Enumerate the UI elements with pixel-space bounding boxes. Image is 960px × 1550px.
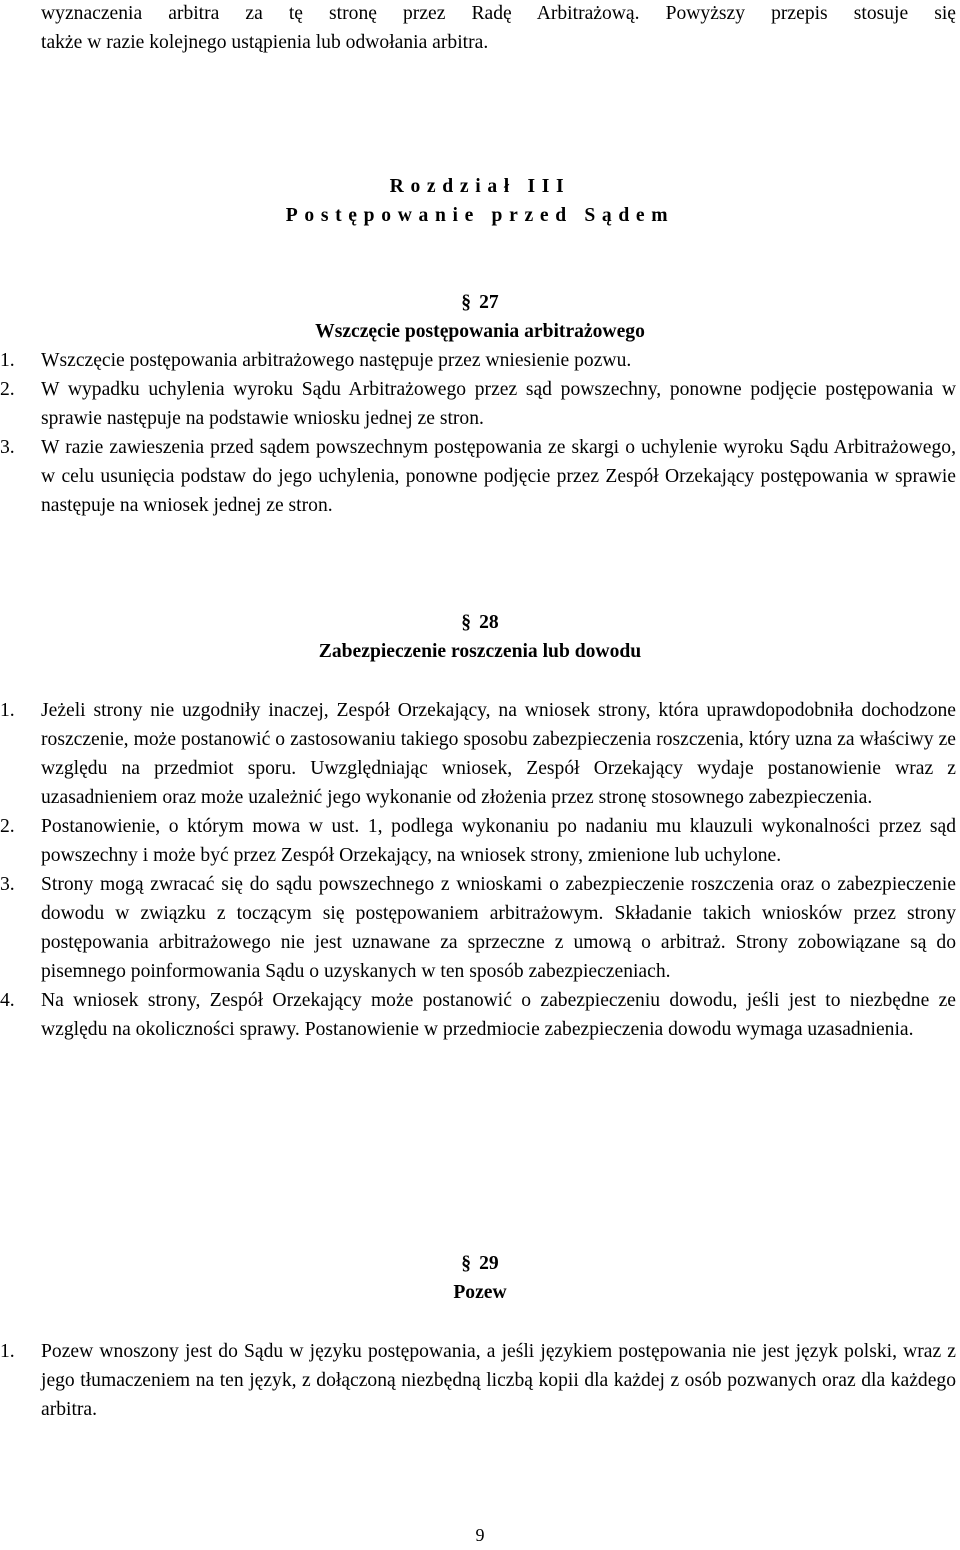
page-number: 9 (475, 1525, 485, 1545)
item-text: W wypadku uchylenia wyroku Sądu Arbitrażowego przez sąd powszechny, ponowne podjęcie postępowania w sprawie następuje na podstawie wniosku jednej ze stron. (41, 379, 956, 429)
list-item (0, 696, 960, 812)
item-text: Pozew wnoszony jest do Sądu w języku postępowania, a jeśli językiem postępowania nie jest język polski, wraz z jego tłumaczeniem na ten język, z dołączoną niezbędną liczbą kopii dla każdej z osób pozwanych oraz dla każdego arbitra. (41, 1341, 956, 1420)
section-number-value: 28 (479, 612, 499, 633)
section-title: Wszczęcie postępowania arbitrażowego (315, 321, 645, 342)
item-text: Postanowienie, o którym mowa w ust. 1, podlega wykonaniu po nadaniu mu klauzuli wykonalności przez sąd powszechny i może być przez Zespół Orzekający, na wniosek strony, zmienione lub uchylone. (41, 816, 956, 866)
item-number: 3. (0, 874, 15, 895)
item-number: 1. (0, 1341, 15, 1362)
list-item (0, 986, 960, 1044)
section-number-value: 27 (479, 292, 499, 313)
section-number (0, 288, 960, 317)
section-symbol: § (461, 1253, 472, 1274)
list-item (0, 812, 960, 870)
list-item (0, 433, 960, 520)
intro-line: wyznaczenia arbitra za tę stronę przez Radę Arbitrażową. Powyższy przepis stosuje się (41, 3, 956, 24)
intro-line: także w razie kolejnego ustąpienia lub odwołania arbitra. (41, 32, 489, 53)
list-item (0, 346, 960, 375)
section-27-list (0, 346, 960, 520)
intro-paragraph (41, 0, 956, 57)
section-number (0, 1249, 960, 1278)
item-number: 1. (0, 350, 15, 371)
item-number: 2. (0, 379, 15, 400)
item-text: Strony mogą zwracać się do sądu powszechnego z wnioskami o zabezpieczenie roszczenia oraz o zabezpieczenie dowodu w związku z toczącym się postępowaniem arbitrażowym. Składanie takich wniosków przez strony postępowania arbitrażowego nie jest uznawane za sprzeczne z umową o arbitraż. Strony zobowiązane są do pisemnego poinformowania Sądu o uzyskanych w ten sposób zabezpieczeniach. (41, 874, 956, 982)
section-number-value: 29 (479, 1253, 499, 1274)
item-text: Jeżeli strony nie uzgodniły inaczej, Zespół Orzekający, na wniosek strony, która uprawdopodobniła dochodzone roszczenie, może postanowić o zastosowaniu takiego sposobu zabezpieczenia roszczenia, który uzna za właściwy ze względu na przedmiot sporu. Uwzględniając wniosek, Zespół Orzekający wydaje postanowienie wraz z uzasadnieniem oraz może uzależnić jego wykonanie od złożenia przez stronę stosownego zabezpieczenia. (41, 700, 956, 808)
item-number: 4. (0, 990, 15, 1011)
list-item (0, 870, 960, 986)
item-number: 2. (0, 816, 15, 837)
item-text: W razie zawieszenia przed sądem powszechnym postępowania ze skargi o uchylenie wyroku Sądu Arbitrażowego, w celu usunięcia podstaw do jego uchylenia, ponowne podjęcie przez Zespół Orzekający postępowania w sprawie następuje na wniosek jednej ze stron. (41, 437, 956, 516)
list-item (0, 1337, 960, 1424)
chapter-subtitle: Postępowanie przed Sądem (285, 205, 675, 226)
item-number: 1. (0, 700, 15, 721)
section-title: Pozew (453, 1282, 507, 1303)
section-29-list (0, 1337, 960, 1424)
item-number: 3. (0, 437, 15, 458)
item-text: Wszczęcie postępowania arbitrażowego następuje przez wniesienie pozwu. (41, 350, 632, 371)
section-symbol: § (461, 612, 472, 633)
section-28-list (0, 696, 960, 1044)
section-symbol: § (461, 292, 472, 313)
section-number (0, 608, 960, 637)
chapter-heading: Rozdział III (389, 176, 571, 197)
item-text: Na wniosek strony, Zespół Orzekający może postanowić o zabezpieczeniu dowodu, jeśli jest to niezbędne ze względu na okoliczności sprawy. Postanowienie w przedmiocie zabezpieczenia dowodu wymaga uzasadnienia. (41, 990, 956, 1040)
section-title: Zabezpieczenie roszczenia lub dowodu (318, 641, 642, 662)
list-item (0, 375, 960, 433)
